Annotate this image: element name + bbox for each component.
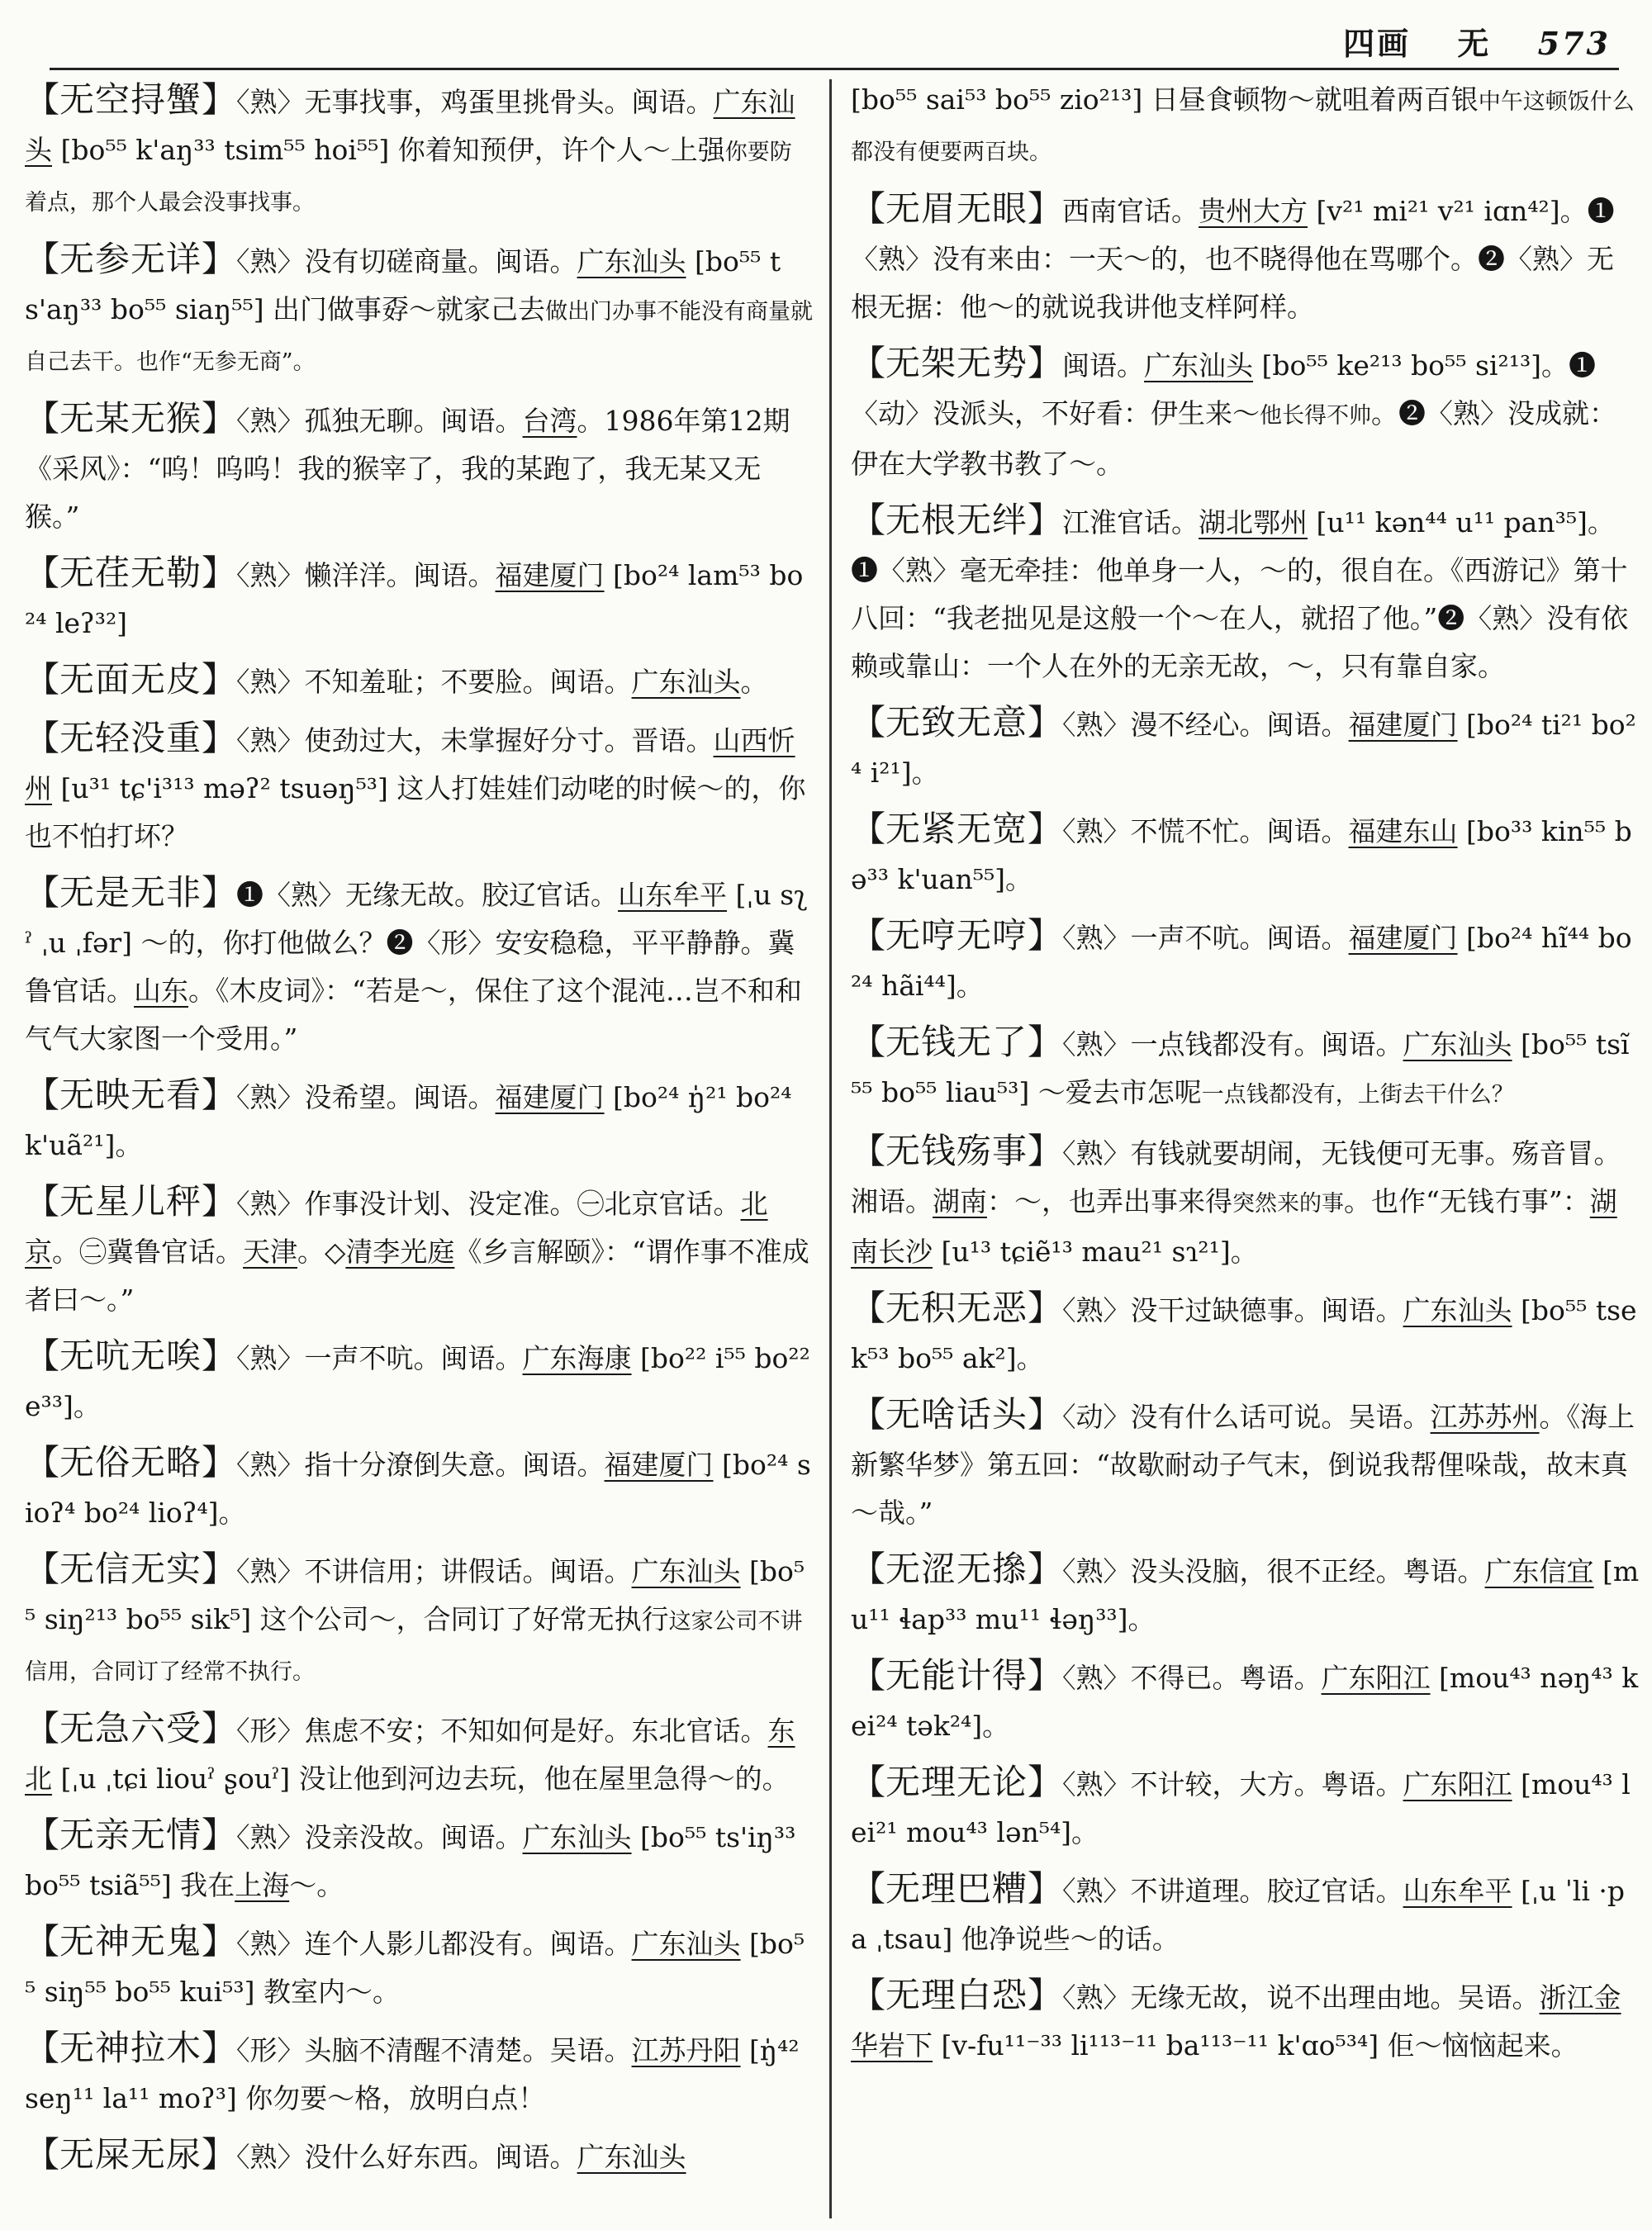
close-bracket: 】: [1028, 702, 1063, 743]
headword: 无面无皮: [59, 659, 202, 700]
gloss-text: 做出门办事不能没有商量就自己去干。也作“无参无商”。: [25, 299, 814, 375]
dictionary-entry: [851, 1865, 1640, 1963]
definition-text: 江淮官话。: [1062, 506, 1199, 539]
dictionary-entry: [851, 1545, 1640, 1644]
definition-text: 〈熟〉使劲过大，未掌握好分寸。晋语。: [236, 724, 714, 757]
place-name: 广东汕头: [1403, 1294, 1512, 1326]
open-bracket: 【: [25, 1921, 60, 1962]
left-column: [25, 76, 814, 2223]
dictionary-entry: [25, 235, 814, 387]
definition-text: [ˌu ˈli ·pa ˌtsau] 他净说些～的话。: [851, 1875, 1626, 1955]
place-name: 上海: [235, 1869, 290, 1901]
place-name: 福建厦门: [1348, 922, 1458, 954]
open-bracket: 【: [851, 1549, 886, 1589]
gloss-text: 他长得不帅: [1260, 403, 1371, 429]
definition-text: [bo²² i⁵⁵ bo²² e³³]。: [25, 1342, 810, 1422]
definition-text: 〈熟〉不知羞耻；不要脸。闽语。: [236, 666, 632, 698]
definition-text: 〈熟〉不讲信用；讲假话。闽语。: [236, 1555, 632, 1587]
close-bracket: 】: [202, 872, 237, 913]
headword: 无能计得: [885, 1655, 1028, 1696]
dictionary-entry: [25, 869, 814, 1063]
place-name: 山东牟平: [618, 879, 728, 911]
definition-text: 〈熟〉孤独无聊。闽语。: [236, 405, 523, 437]
definition-text: 。❷〈熟〉没成就：伊在大学教书教了～。: [851, 397, 1616, 480]
close-bracket: 】: [202, 398, 237, 439]
definition-text: 。㊁冀鲁官话。: [52, 1236, 243, 1268]
definition-text: [mou⁴³ lei²¹ mou⁴³ lən⁵⁴]。: [851, 1768, 1631, 1848]
place-name: 浙江金华岩下: [851, 1981, 1621, 2062]
headword: 无俗无略: [59, 1442, 202, 1483]
definition-text: [bo⁵⁵ ts'iŋ³³ bo⁵⁵ tsiã⁵⁵] 我在: [25, 1821, 796, 1901]
place-name: 清李光庭: [345, 1236, 455, 1268]
dictionary-entry: [25, 2024, 814, 2123]
headword: 无空挦蟹: [59, 79, 202, 120]
definition-text: 。1986年第12期《采风》：“呜！呜呜！我的猴宰了，我的某跑了，我无某又无猴。”: [25, 405, 790, 533]
dictionary-entry: [851, 1127, 1640, 1276]
dictionary-entry: [25, 1071, 814, 1170]
definition-text: [bo²⁴ lam⁵³ bo²⁴ leʔ³²]: [25, 559, 804, 639]
headword: 无吭无唉: [59, 1336, 202, 1376]
close-bracket: 】: [202, 1708, 237, 1748]
dictionary-entry: [851, 496, 1640, 690]
gloss-text: 中午这顿饭什么都没有便要两百块。: [851, 89, 1635, 165]
dictionary-entry: [25, 2131, 814, 2181]
close-bracket: 】: [202, 79, 237, 120]
dictionary-entry: [25, 714, 814, 861]
headword: 无屎无尿: [59, 2134, 202, 2175]
definition-text: [bo²⁴ hĩ⁴⁴ bo²⁴ hãi⁴⁴]。: [851, 922, 1632, 1002]
definition-text: 〈熟〉一声不吭。闽语。: [236, 1342, 523, 1374]
close-bracket: 】: [1028, 809, 1063, 849]
dictionary-entry: [25, 1545, 814, 1696]
definition-text: 〈熟〉不讲道理。胶辽官话。: [1062, 1875, 1403, 1907]
open-bracket: 【: [851, 1655, 886, 1696]
open-bracket: 【: [851, 500, 886, 540]
definition-text: [v-fu¹¹⁻³³ li¹¹³⁻¹¹ ba¹¹³⁻¹¹ k'ɑo⁵³⁴] 佢～恼恼起来。: [933, 2029, 1578, 2062]
definition-text: 〈熟〉不计较，大方。粤语。: [1062, 1768, 1403, 1801]
close-bracket: 】: [1028, 1022, 1063, 1062]
definition-text: 〈动〉没有什么话可说。吴语。: [1062, 1401, 1431, 1433]
close-bracket: 】: [1028, 1549, 1063, 1589]
definition-text: 《乡言解颐》：“谓作事不准成者曰～。”: [25, 1236, 809, 1316]
headword: 无神拉木: [59, 2028, 202, 2068]
place-name: 广东阳江: [1321, 1662, 1431, 1694]
open-bracket: 【: [25, 2028, 60, 2068]
dictionary-entry: [851, 339, 1640, 488]
dictionary-entry: [25, 1332, 814, 1431]
headword: 无某无猴: [59, 398, 202, 439]
headword: 无根无绊: [885, 500, 1028, 540]
open-bracket: 【: [25, 79, 60, 120]
close-bracket: 】: [1028, 1762, 1063, 1802]
headword: 无积无恶: [885, 1288, 1028, 1328]
close-bracket: 】: [202, 659, 237, 700]
dictionary-entry: [25, 1178, 814, 1324]
definition-text: 〈熟〉有钱就要胡闹，无钱便可无事。殇音冒。湘语。: [851, 1137, 1621, 1217]
close-bracket: 】: [202, 1921, 237, 1962]
definition-text: 〈熟〉没什么好东西。闽语。: [236, 2141, 577, 2173]
dictionary-entry: [851, 1018, 1640, 1119]
close-bracket: 】: [202, 1336, 237, 1376]
close-bracket: 】: [202, 239, 237, 279]
open-bracket: 【: [25, 1708, 60, 1748]
place-name: 广东海康: [522, 1342, 632, 1374]
definition-text: 〈熟〉没干过缺德事。闽语。: [1062, 1294, 1403, 1326]
headword: 无荏无勒: [59, 553, 202, 593]
open-bracket: 【: [851, 343, 886, 383]
open-bracket: 【: [25, 398, 60, 439]
headword: 无钱殇事: [885, 1131, 1028, 1171]
place-name: 福建东山: [1348, 815, 1458, 847]
definition-text: ～。: [289, 1869, 344, 1901]
definition-text: [u³¹ tɕ'i³¹³ məʔ² tsuəŋ⁵³] 这人打娃娃们动咾的时候～的，你也不怕打坏？: [25, 772, 806, 852]
dictionary-entry: [851, 699, 1640, 797]
open-bracket: 【: [25, 1549, 60, 1589]
definition-text: [mu¹¹ ɬap³³ mu¹¹ ɬəŋ³³]。: [851, 1555, 1640, 1635]
headword: 无参无详: [59, 239, 202, 279]
place-name: 福建厦门: [495, 559, 605, 591]
headword: 无轻没重: [59, 718, 202, 758]
definition-text: 西南官话。: [1062, 195, 1199, 227]
close-bracket: 】: [1028, 1868, 1063, 1909]
right-column: [851, 76, 1640, 2223]
close-bracket: 】: [202, 1549, 237, 1589]
open-bracket: 【: [25, 659, 60, 700]
definition-text: 。也作“无钱冇事”：: [1344, 1185, 1590, 1217]
definition-text: [bo⁵⁵ tsĩ⁵⁵ bo⁵⁵ liau⁵³] ～爱去市怎呢: [851, 1028, 1630, 1108]
definition-text: [mou⁴³ nəŋ⁴³ kei²⁴ tək²⁴]。: [851, 1662, 1639, 1742]
column-divider: [829, 79, 832, 2218]
close-bracket: 】: [1028, 343, 1063, 383]
open-bracket: 【: [851, 1762, 886, 1802]
open-bracket: 【: [25, 553, 60, 593]
gloss-text: 这家公司不讲信用，合同订了经常不执行。: [25, 1609, 803, 1685]
headword: 无映无看: [59, 1075, 202, 1115]
place-name: 湖南: [933, 1185, 987, 1217]
dictionary-entry: [851, 1284, 1640, 1383]
definition-text: 〈熟〉作事没计划、没定准。㊀北京官话。: [236, 1188, 741, 1220]
dictionary-entry: [25, 1705, 814, 1803]
place-name: 广东信宜: [1484, 1555, 1594, 1587]
headword: 无理白恐: [885, 1975, 1028, 2015]
close-bracket: 】: [202, 2134, 237, 2175]
definition-text: 〈熟〉漫不经心。闽语。: [1062, 709, 1349, 741]
dictionary-entry: [851, 1652, 1640, 1750]
place-name: 广东汕头: [631, 1928, 741, 1960]
open-bracket: 【: [25, 2134, 60, 2175]
open-bracket: 【: [25, 872, 60, 913]
open-bracket: 【: [25, 1075, 60, 1115]
close-bracket: 】: [1028, 1394, 1063, 1435]
dictionary-entry: [851, 1758, 1640, 1857]
definition-text: [bo²⁴ ŋ̍²¹ bo²⁴ k'uã²¹]。: [25, 1081, 792, 1161]
dictionary-entry: [25, 76, 814, 227]
gloss-text: 突然来的事: [1232, 1191, 1344, 1217]
dictionary-entry: [25, 1918, 814, 2016]
close-bracket: 】: [1028, 915, 1063, 956]
close-bracket: 】: [1028, 1288, 1063, 1328]
definition-text: [u¹¹ kən⁴⁴ u¹¹ pan³⁵]。❶〈熟〉毫无牵挂：他单身一人，～的，很自在。《西游记》第十八回：“我老拙见是这般一个～在人，就招了他。”❷〈熟〉没有依赖或靠山：一个人在外的无亲无故，～，只有靠自家。: [851, 506, 1629, 682]
place-name: 广东汕头: [1403, 1028, 1512, 1060]
definition-text: 〈形〉焦虑不安；不知如何是好。东北官话。: [236, 1715, 768, 1747]
section-char: 无: [1457, 25, 1492, 62]
definition-text: ❶〈熟〉无缘无故。胶辽官话。: [236, 879, 619, 911]
place-name: 江苏苏州: [1430, 1401, 1540, 1433]
open-bracket: 【: [851, 1975, 886, 2015]
definition-text: [bo⁵⁵ siŋ²¹³ bo⁵⁵ sik⁵] 这个公司～，合同订了好常无执行: [25, 1555, 805, 1635]
page-header: [50, 18, 1611, 68]
place-name: 广东汕头: [25, 86, 795, 166]
definition-text: 〈熟〉无缘无故，说不出理由地。吴语。: [1062, 1981, 1540, 2014]
place-name: 湖北鄂州: [1199, 506, 1308, 539]
headword: 无致无意: [885, 702, 1028, 743]
definition-text: [bo⁵⁵ sai⁵³ bo⁵⁵ zio²¹³] 日昼食顿物～就咀着两百银: [851, 83, 1479, 116]
definition-text: 。《木皮词》：“若是～，保住了这个混沌…岂不和和气气大家图一个受用。”: [25, 975, 802, 1055]
definition-text: 闽语。: [1062, 349, 1145, 382]
open-bracket: 【: [851, 915, 886, 956]
dictionary-entry: [851, 76, 1640, 177]
open-bracket: 【: [851, 1868, 886, 1909]
place-name: 福建厦门: [1348, 709, 1458, 741]
definition-text: [bo²⁴ sioʔ⁴ bo²⁴ lioʔ⁴]。: [25, 1449, 811, 1529]
place-name: 广东汕头: [577, 245, 686, 278]
open-bracket: 【: [851, 1288, 886, 1328]
dictionary-entry: [851, 185, 1640, 331]
definition-text: [bo⁵⁵ ke²¹³ bo⁵⁵ si²¹³]。❶〈动〉没派头，不好看：伊生来～: [851, 349, 1597, 429]
definition-text: 〈熟〉一声不吭。闽语。: [1062, 922, 1349, 954]
definition-text: [ˌu sʅˀ ˌu ˌfər] ～的，你打他做么？❷〈形〉安安稳稳，平平静静。冀鲁官话。: [25, 879, 808, 1007]
open-bracket: 【: [25, 239, 60, 279]
headword: 无是无非: [59, 872, 202, 913]
definition-text: 。: [740, 666, 768, 698]
headword: 无啥话头: [885, 1394, 1028, 1435]
dictionary-entry: [25, 1439, 814, 1537]
definition-text: [bo⁵⁵ ts'aŋ³³ bo⁵⁵ siaŋ⁵⁵] 出门做事孬～就家己去: [25, 245, 781, 325]
close-bracket: 】: [1028, 1131, 1063, 1171]
headword: 无急六受: [59, 1708, 202, 1748]
definition-text: 〈熟〉不得已。粤语。: [1062, 1662, 1322, 1694]
headword: 无理巴糟: [885, 1868, 1028, 1909]
definition-text: 〈熟〉没头没脑，很不正经。粤语。: [1062, 1555, 1485, 1587]
dictionary-entry: [851, 912, 1640, 1010]
definition-text: [u¹³ tɕiẽ¹³ mau²¹ sɿ²¹]。: [933, 1236, 1258, 1268]
definition-text: 〈形〉头脑不清醒不清楚。吴语。: [236, 2034, 632, 2066]
definition-text: 〈熟〉没希望。闽语。: [236, 1081, 496, 1113]
place-name: 湖南长沙: [851, 1185, 1617, 1268]
headword: 无亲无情: [59, 1815, 202, 1855]
gloss-text: 你要防着点，那个人最会没事找事。: [25, 140, 792, 216]
definition-text: ：～，也弄出事来得: [987, 1185, 1232, 1217]
place-name: 山东: [134, 975, 188, 1007]
definition-text: 〈熟〉连个人影儿都没有。闽语。: [236, 1928, 632, 1960]
close-bracket: 】: [202, 1075, 237, 1115]
open-bracket: 【: [851, 702, 886, 743]
definition-text: 〈熟〉一点钱都没有。闽语。: [1062, 1028, 1403, 1060]
headword: 无星儿秤: [59, 1181, 202, 1222]
headword: 无神无鬼: [59, 1921, 202, 1962]
open-bracket: 【: [25, 1442, 60, 1483]
definition-text: 〈熟〉没亲没故。闽语。: [236, 1821, 523, 1853]
place-name: 福建厦门: [495, 1081, 605, 1113]
place-name: 广东汕头: [631, 666, 741, 698]
headword: 无眉无眼: [885, 188, 1028, 229]
dictionary-entry: [25, 395, 814, 541]
open-bracket: 【: [25, 1336, 60, 1376]
place-name: 北京: [25, 1188, 768, 1268]
headword: 无涩无撡: [885, 1549, 1028, 1589]
definition-text: [bo³³ kin⁵⁵ bə³³ k'uan⁵⁵]。: [851, 815, 1632, 895]
definition-text: [ŋ̍⁴² seŋ¹¹ la¹¹ moʔ³] 你勿要～格，放明白点！: [25, 2034, 800, 2114]
dictionary-entry: [851, 1971, 1640, 2070]
place-name: 东北: [25, 1715, 795, 1795]
dictionary-entry: [25, 549, 814, 648]
close-bracket: 】: [1028, 500, 1063, 540]
headword: 无理无论: [885, 1762, 1028, 1802]
dictionary-entry: [25, 656, 814, 706]
definition-text: [v²¹ mi²¹ v²¹ iɑn⁴²]。❶〈熟〉没有来由：一天～的，也不晓得他在骂哪个。❷〈熟〉无根无据：他～的就说我讲他支样阿样。: [851, 195, 1615, 323]
headword: 无钱无了: [885, 1022, 1028, 1062]
close-bracket: 】: [202, 1815, 237, 1855]
section-label: 四画: [1343, 25, 1412, 62]
definition-text: 〈熟〉指十分潦倒失意。闽语。: [236, 1449, 605, 1481]
open-bracket: 【: [25, 718, 60, 758]
headword: 无信无实: [59, 1549, 202, 1589]
open-bracket: 【: [851, 188, 886, 229]
dictionary-entry: [851, 805, 1640, 904]
headword: 无紧无宽: [885, 809, 1028, 849]
place-name: 广东汕头: [1144, 349, 1254, 382]
definition-text: 〈熟〉没有切磋商量。闽语。: [236, 245, 577, 278]
definition-text: [bo⁵⁵ k'aŋ³³ tsim⁵⁵ hoi⁵⁵] 你着知预伊，许个人～上强: [52, 134, 725, 166]
close-bracket: 】: [1028, 1975, 1063, 2015]
open-bracket: 【: [25, 1181, 60, 1222]
close-bracket: 】: [202, 2028, 237, 2068]
close-bracket: 】: [202, 1181, 237, 1222]
close-bracket: 】: [202, 1442, 237, 1483]
close-bracket: 】: [1028, 188, 1063, 229]
definition-text: 〈熟〉无事找事，鸡蛋里挑骨头。闽语。: [236, 86, 714, 118]
place-name: 广东汕头: [577, 2141, 686, 2173]
definition-text: 。《海上新繁华梦》第五回：“故歇耐动子气末，倒说我帮俚哚哉，故末真～哉。”: [851, 1401, 1635, 1529]
page-number: 573: [1537, 25, 1611, 62]
place-name: 台湾: [522, 405, 577, 437]
dictionary-entry: [851, 1391, 1640, 1537]
definition-text: 〈熟〉懒洋洋。闽语。: [236, 559, 496, 591]
close-bracket: 】: [202, 553, 237, 593]
open-bracket: 【: [851, 1022, 886, 1062]
definition-text: 〈熟〉不慌不忙。闽语。: [1062, 815, 1349, 847]
headword: 无哼无哼: [885, 915, 1028, 956]
close-bracket: 】: [1028, 1655, 1063, 1696]
open-bracket: 【: [25, 1815, 60, 1855]
gloss-text: 一点钱都没有，上街去干什么？: [1201, 1082, 1514, 1108]
place-name: 山东牟平: [1403, 1875, 1512, 1907]
open-bracket: 【: [851, 1394, 886, 1435]
place-name: 广东汕头: [522, 1821, 632, 1853]
place-name: 广东阳江: [1403, 1768, 1512, 1801]
definition-text: [bo²⁴ ti²¹ bo²⁴ i²¹]。: [851, 709, 1636, 789]
header-rule: [50, 68, 1619, 70]
place-name: 天津: [243, 1236, 297, 1268]
open-bracket: 【: [851, 1131, 886, 1171]
place-name: 山西忻州: [25, 724, 795, 804]
definition-text: [ˌu ˌtɕi liouˀ ʂouˀ] 没让他到河边去玩，他在屋里急得～的。: [52, 1763, 790, 1795]
dictionary-entry: [25, 1811, 814, 1910]
place-name: 广东汕头: [631, 1555, 741, 1587]
definition-text: 。◇: [297, 1236, 346, 1268]
definition-text: [bo⁵⁵ tsek⁵³ bo⁵⁵ ak²]。: [851, 1294, 1637, 1374]
place-name: 福建厦门: [604, 1449, 714, 1481]
place-name: 江苏丹阳: [631, 2034, 741, 2066]
definition-text: [bo⁵⁵ siŋ⁵⁵ bo⁵⁵ kui⁵³] 教室内～。: [25, 1928, 805, 2008]
close-bracket: 】: [202, 718, 237, 758]
headword: 无架无势: [885, 343, 1028, 383]
open-bracket: 【: [851, 809, 886, 849]
place-name: 贵州大方: [1199, 195, 1308, 227]
